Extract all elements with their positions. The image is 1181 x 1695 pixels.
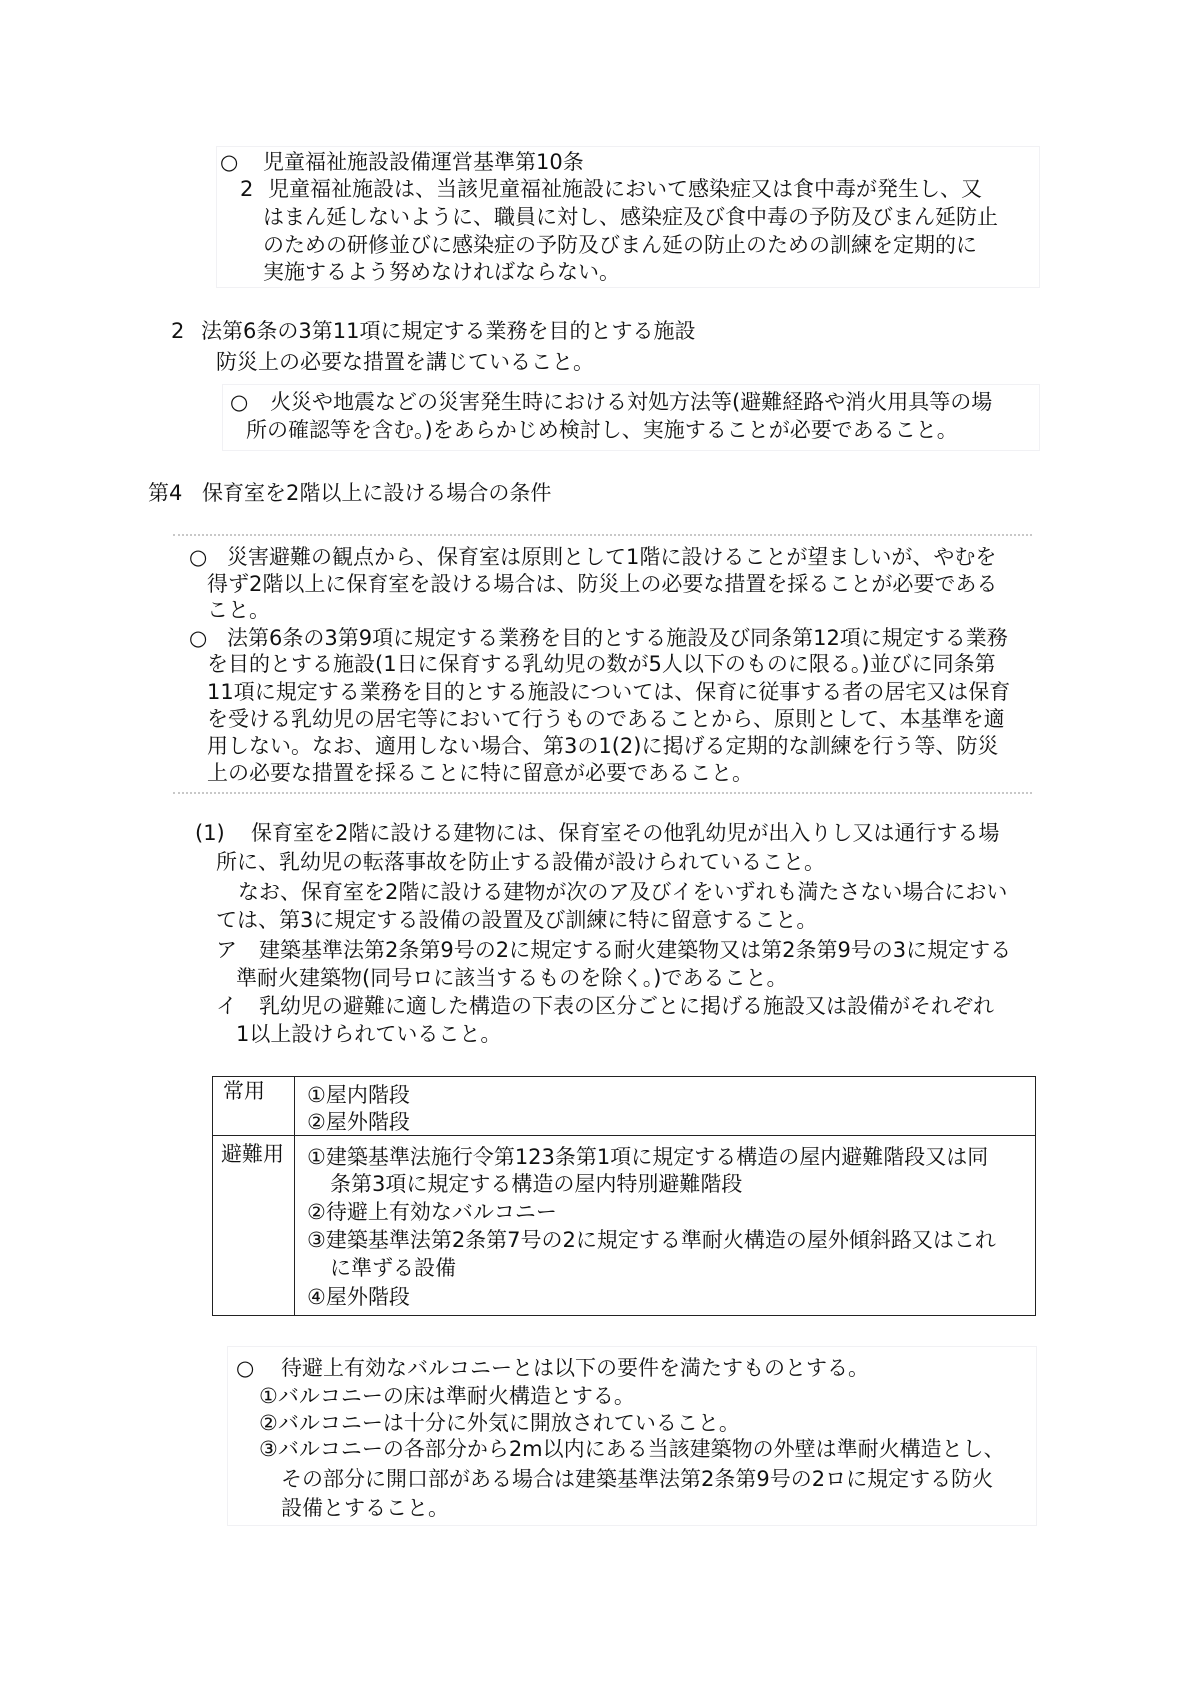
subitem-label-i: イ — [216, 994, 237, 1018]
note-line: 法第6条の3第9項に規定する業務を目的とする施設及び同条第12項に規定する業務 — [227, 626, 1008, 650]
quote-heading: 児童福祉施設設備運営基準第10条 — [263, 150, 584, 174]
table-item: ③建築基準法第2条第7号の2に規定する準耐火構造の屋外傾斜路又はこれ — [307, 1228, 996, 1252]
quote-line: 実施するよう努めなければならない。 — [263, 260, 620, 284]
note-line: 用しない。なお、適用しない場合、第3の1(2)に掲げる定期的な訓練を行う等、防災 — [207, 734, 999, 758]
note-line: 災害避難の観点から、保育室は原則として1階に設けることが望ましいが、やむを — [227, 545, 997, 569]
note-line: こと。 — [207, 598, 270, 622]
bullet: ○ — [189, 626, 208, 650]
table-item: ①屋内階段 — [307, 1083, 410, 1107]
subitem-line: 乳幼児の避難に適した構造の下表の区分ごとに掲げる施設又は設備がそれぞれ — [259, 994, 994, 1018]
requirement-line: その部分に開口部がある場合は建築基準法第2条第9号の2ロに規定する防火 — [281, 1467, 994, 1491]
category-label: 常用 — [223, 1079, 265, 1103]
table-cell-category — [213, 1077, 295, 1136]
table-item: ①建築基準法施行令第123条第1項に規定する構造の屋内避難階段又は同 — [307, 1145, 989, 1169]
bullet: ○ — [236, 1356, 255, 1380]
table-item: ②屋外階段 — [307, 1110, 410, 1134]
section-title: 法第6条の3第11項に規定する業務を目的とする施設 — [201, 319, 696, 343]
note-heading: 待避上有効なバルコニーとは以下の要件を満たすものとする。 — [281, 1356, 869, 1380]
item-line: ては、第3に規定する設備の設置及び訓練に特に留意すること。 — [216, 908, 818, 932]
part-number: 第4 — [148, 481, 183, 505]
item-line: なお、保育室を2階に設ける建物が次のア及びイをいずれも満たさない場合におい — [238, 880, 1008, 904]
subitem-label-a: ア — [216, 938, 237, 962]
table-cell-items — [295, 1136, 1036, 1316]
bullet: ○ — [220, 150, 239, 174]
subitem-line: 建築基準法第2条第9号の2に規定する耐火建築物又は第2条第9号の3に規定する — [259, 938, 1012, 962]
note-line: を受ける乳幼児の居宅等において行うものであることから、原則として、本基準を適 — [207, 707, 1005, 731]
note-line: 所の確認等を含む。)をあらかじめ検討し、実施することが必要であること。 — [246, 418, 958, 442]
table-item: に準ずる設備 — [330, 1256, 456, 1280]
quote-line: はまん延しないように、職員に対し、感染症及び食中毒の予防及びまん延防止 — [263, 205, 998, 229]
table-row — [213, 1136, 1036, 1316]
table-row — [213, 1077, 1036, 1136]
table-item: 条第3項に規定する構造の屋内特別避難階段 — [330, 1172, 743, 1196]
bullet: ○ — [230, 390, 249, 414]
dotted-divider-top — [173, 534, 1032, 536]
category-label: 避難用 — [221, 1142, 284, 1166]
note-line: 火災や地震などの災害発生時における対処方法等(避難経路や消火用具等の場 — [270, 390, 993, 414]
paragraph-number: 2 — [240, 177, 254, 201]
requirement-line: ①バルコニーの床は準耐火構造とする。 — [259, 1384, 635, 1408]
dotted-divider-bottom — [173, 792, 1032, 794]
note-line: 上の必要な措置を採ることに特に留意が必要であること。 — [207, 761, 753, 785]
evacuation-facilities-table — [212, 1076, 1036, 1316]
quote-line: 児童福祉施設は、当該児童福祉施設において感染症又は食中毒が発生し、又 — [268, 177, 982, 201]
item-number: (1) — [195, 821, 225, 845]
section-number: 2 — [171, 319, 185, 343]
table-cell-category — [213, 1136, 295, 1316]
note-line: 11項に規定する業務を目的とする施設については、保育に従事する者の居宅又は保育 — [207, 680, 1011, 704]
quote-line: のための研修並びに感染症の予防及びまん延の防止のための訓練を定期的に — [263, 233, 977, 257]
table-item: ④屋外階段 — [307, 1285, 410, 1309]
section-body: 防災上の必要な措置を講じていること。 — [216, 350, 594, 374]
note-line: を目的とする施設(1日に保育する乳幼児の数が5人以下のものに限る。)並びに同条第 — [207, 652, 996, 676]
table-item: ②待避上有効なバルコニー — [307, 1200, 557, 1224]
item-line: 保育室を2階に設ける建物には、保育室その他乳幼児が出入りし又は通行する場 — [251, 821, 1000, 845]
table-cell-items — [295, 1077, 1036, 1136]
bullet: ○ — [189, 545, 208, 569]
subitem-line: 1以上設けられていること。 — [236, 1022, 502, 1046]
requirement-line: ③バルコニーの各部分から2m以内にある当該建築物の外壁は準耐火構造とし、 — [259, 1437, 1005, 1461]
item-line: 所に、乳幼児の転落事故を防止する設備が設けられていること。 — [216, 850, 825, 874]
requirement-line: 設備とすること。 — [281, 1496, 449, 1520]
subitem-line: 準耐火建築物(同号ロに該当するものを除く。)であること。 — [236, 966, 788, 990]
requirement-line: ②バルコニーは十分に外気に開放されていること。 — [259, 1411, 740, 1435]
part-title: 保育室を2階以上に設ける場合の条件 — [202, 481, 552, 505]
note-line: 得ず2階以上に保育室を設ける場合は、防災上の必要な措置を採ることが必要である — [207, 572, 998, 596]
